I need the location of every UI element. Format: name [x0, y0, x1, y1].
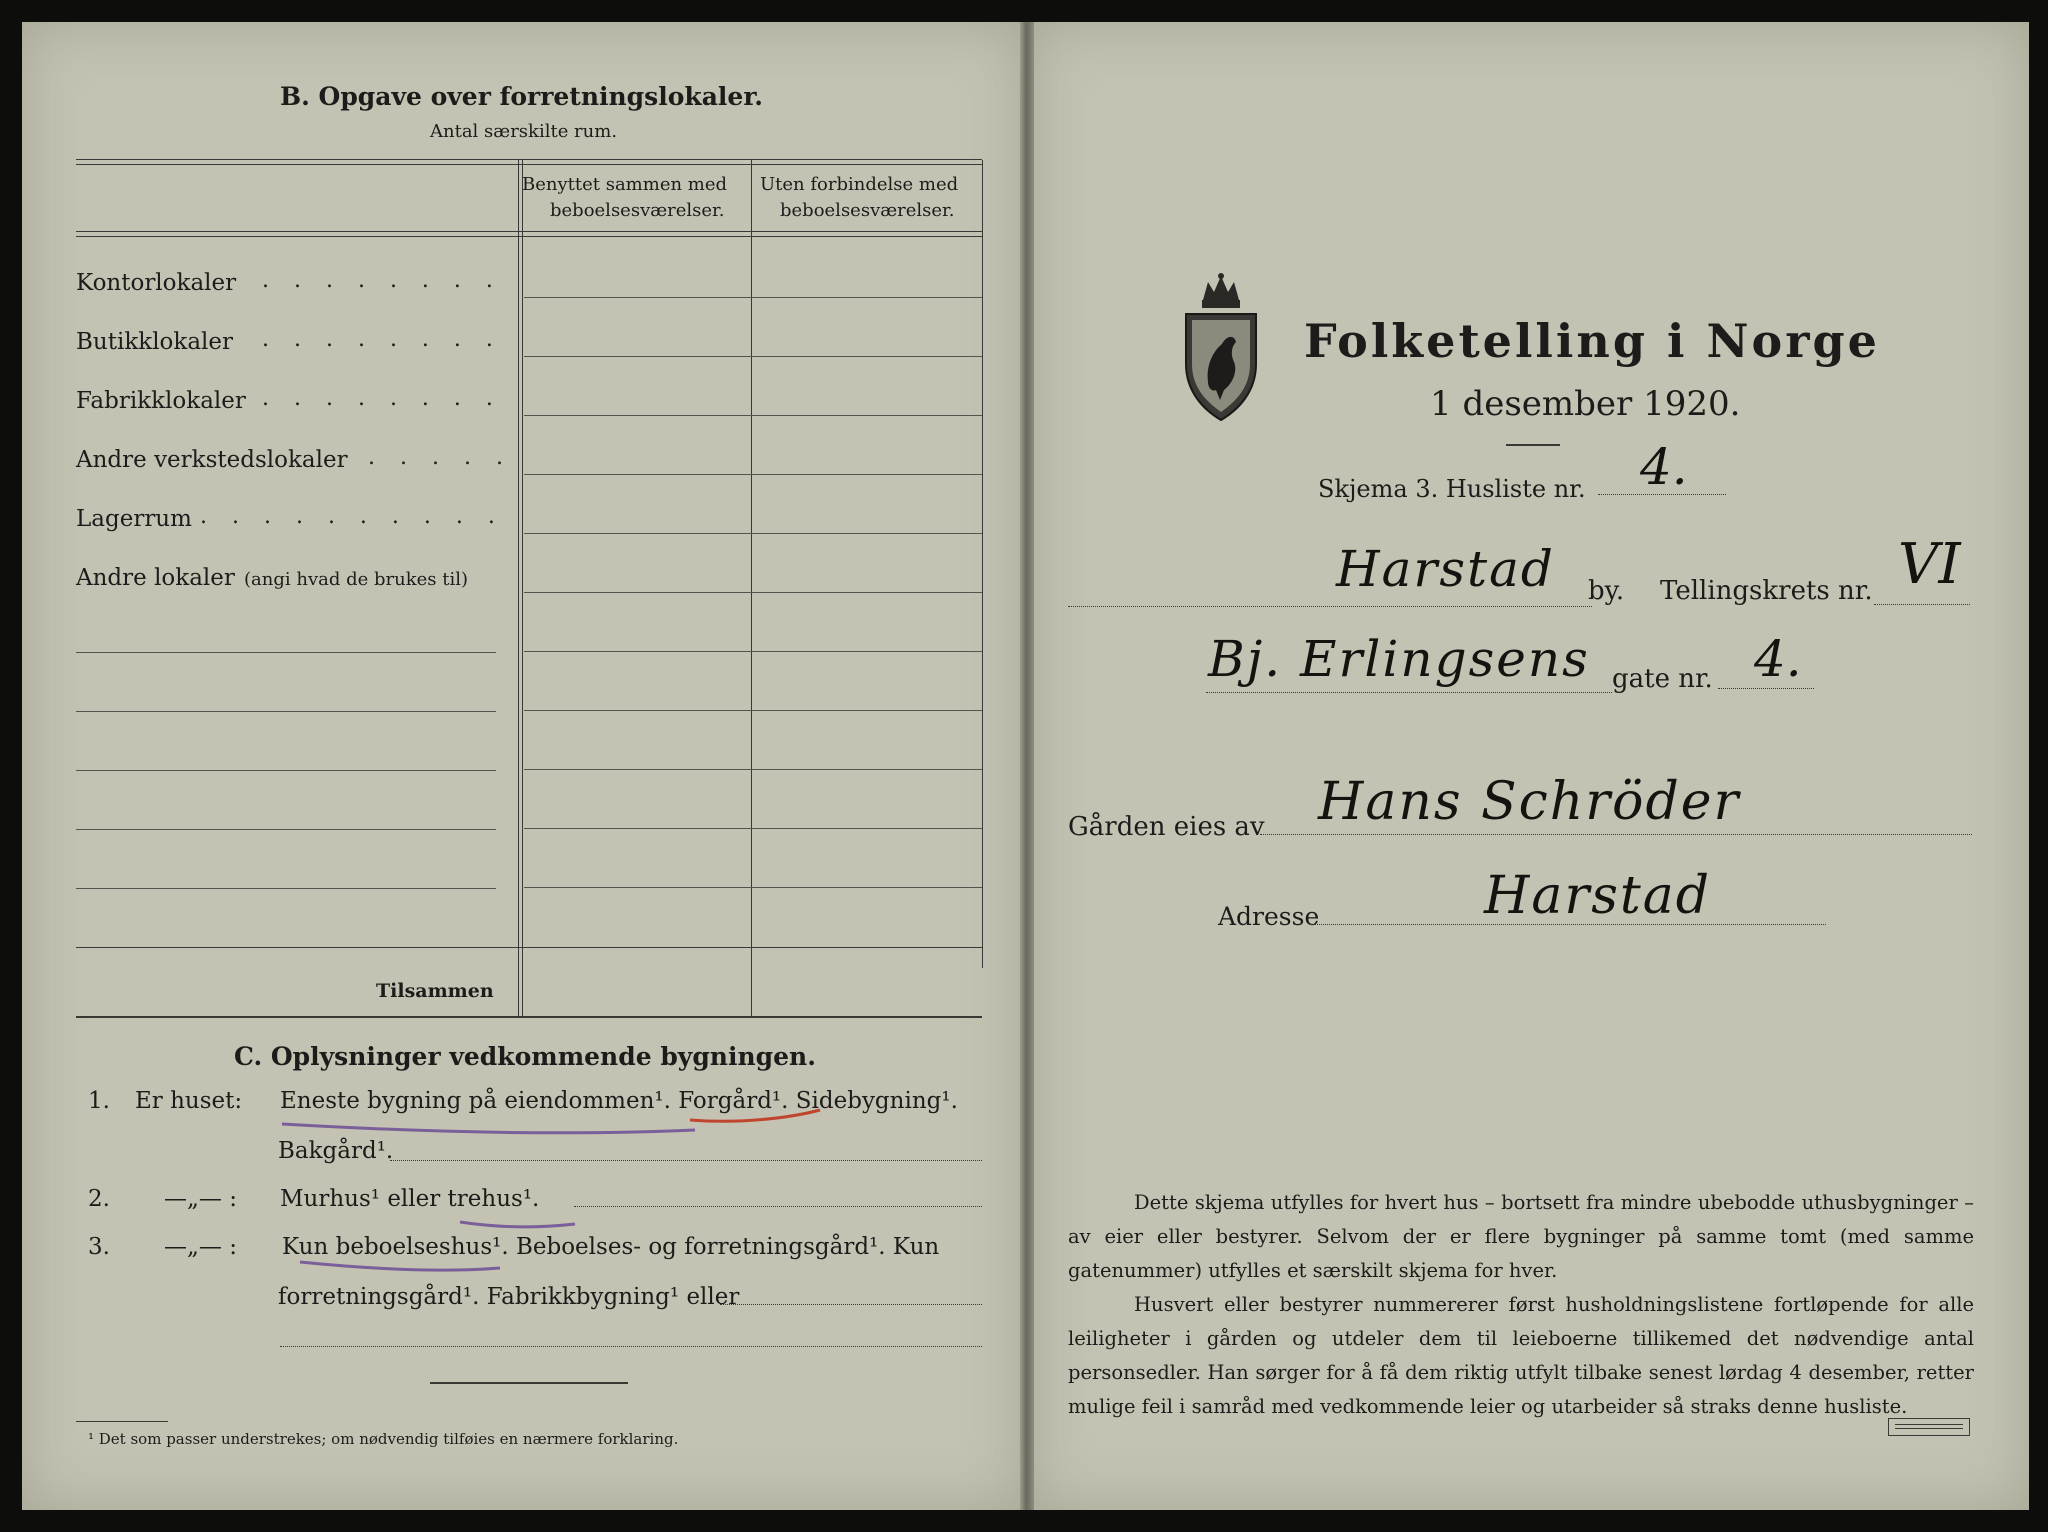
- gate-nr-line[interactable]: [1718, 688, 1814, 689]
- item-3-line1: Kun beboelseshus¹. Beboelses- og forretningsgård¹. Kun: [282, 1234, 940, 1260]
- row-dots: . . . . . . . .: [262, 386, 502, 411]
- purple-underline: [460, 1222, 575, 1227]
- column-header-2-line2: beboelsesværelser.: [780, 200, 955, 221]
- owner-value[interactable]: Hans Schröder: [1318, 772, 1741, 832]
- row-dots: . . . . . . . .: [262, 327, 502, 352]
- printer-stamp: [1888, 1418, 1970, 1436]
- row-label-lagerrum: Lagerrum: [76, 506, 192, 532]
- row-note-andre-lokaler: (angi hvad de brukes til): [244, 569, 468, 590]
- krets-value[interactable]: VI: [1898, 532, 1961, 597]
- item-number: 3.: [88, 1234, 110, 1260]
- krets-line[interactable]: [1874, 604, 1970, 605]
- row-dots: . . . . . . . .: [262, 268, 502, 293]
- row-label-andre-lokaler: Andre lokaler: [76, 565, 235, 591]
- row-dots: . . . . .: [368, 445, 512, 470]
- document-date: 1 desember 1920.: [1430, 384, 1741, 424]
- instructions-paragraph-1: Dette skjema utfylles for hvert hus – bortsett fra mindre ubebodde uthusbygninger – av eier eller bestyrer. Selvom der er flere bygninger på samme tomt (med samme gatenummer) utfylles et særskilt skjema for hver.: [1068, 1191, 1974, 1282]
- gate-label: gate nr.: [1612, 664, 1713, 694]
- husliste-number[interactable]: 4.: [1640, 438, 1688, 496]
- row-dots: . . . . . . . . . .: [200, 504, 504, 529]
- by-label: by.: [1588, 576, 1625, 606]
- item-number: 2.: [88, 1186, 110, 1212]
- section-c-title: C. Oplysninger vedkommende bygningen.: [234, 1042, 816, 1071]
- column-header-1-line1: Benyttet sammen med: [522, 174, 728, 195]
- owner-line[interactable]: [1260, 834, 1972, 835]
- city-line[interactable]: [1068, 606, 1592, 607]
- column-header-1-line2: beboelsesværelser.: [550, 200, 725, 221]
- column-header-2-line1: Uten forbindelse med: [760, 174, 959, 195]
- address-value[interactable]: Harstad: [1484, 866, 1712, 926]
- instructions-paragraph-2: Husvert eller bestyrer nummererer først husholdningslistene fortløpende for alle leiligheter i gården og utdeler dem til leieboerne tillikemed det nødvendige antal personsedler. Han sørger for å få dem riktig utfylt tilbake senest lørdag 4 desember, retter mulige feil i samråd med vedkommende leier og utarbeider så straks denne husliste.: [1068, 1293, 1974, 1418]
- item-1-line1: Eneste bygning på eiendommen¹. Forgård¹. Sidebygning¹.: [280, 1088, 958, 1114]
- item-3-line2: forretningsgård¹. Fabrikkbygning¹ eller: [278, 1284, 740, 1310]
- krets-label: Tellingskrets nr.: [1660, 576, 1873, 606]
- row-label-fabrikklokaler: Fabrikklokaler: [76, 388, 246, 414]
- coat-of-arms-icon: [1178, 272, 1264, 424]
- footnote: ¹ Det som passer understrekes; om nødvendig tilføies en nærmere forklaring.: [88, 1430, 679, 1448]
- row-label-andre-verkstedslokaler: Andre verkstedslokaler: [76, 447, 348, 473]
- item-prefix: —„— :: [164, 1186, 237, 1212]
- street-line[interactable]: [1206, 692, 1612, 693]
- address-label: Adresse: [1218, 902, 1320, 931]
- row-label-kontorlokaler: Kontorlokaler: [76, 270, 237, 296]
- owner-label: Gården eies av: [1068, 812, 1265, 842]
- date-underline: [1506, 444, 1560, 446]
- skjema-label: Skjema 3. Husliste nr.: [1318, 475, 1586, 503]
- row-label-butikklokaler: Butikklokaler: [76, 329, 234, 355]
- footnote-rule: [76, 1421, 168, 1422]
- city-value[interactable]: Harstad: [1336, 540, 1555, 598]
- red-underline: [690, 1110, 820, 1121]
- separator-rule: [430, 1382, 628, 1384]
- item-prefix: —„— :: [164, 1234, 237, 1260]
- purple-underline: [282, 1124, 695, 1133]
- street-value[interactable]: Bj. Erlingsens: [1208, 630, 1590, 688]
- item-2-line1: Murhus¹ eller trehus¹.: [280, 1186, 540, 1212]
- section-b-title: B. Opgave over forretningslokaler.: [280, 82, 763, 111]
- section-b-subtitle: Antal særskilte rum.: [430, 121, 618, 142]
- item-1-line2: Bakgård¹.: [278, 1138, 394, 1164]
- document-title: Folketelling i Norge: [1304, 314, 1880, 368]
- gate-nr-value[interactable]: 4.: [1754, 630, 1802, 688]
- purple-underline: [300, 1262, 500, 1270]
- total-label: Tilsammen: [376, 980, 494, 1002]
- item-number: 1.: [88, 1088, 110, 1114]
- item-prefix: Er huset:: [135, 1088, 243, 1114]
